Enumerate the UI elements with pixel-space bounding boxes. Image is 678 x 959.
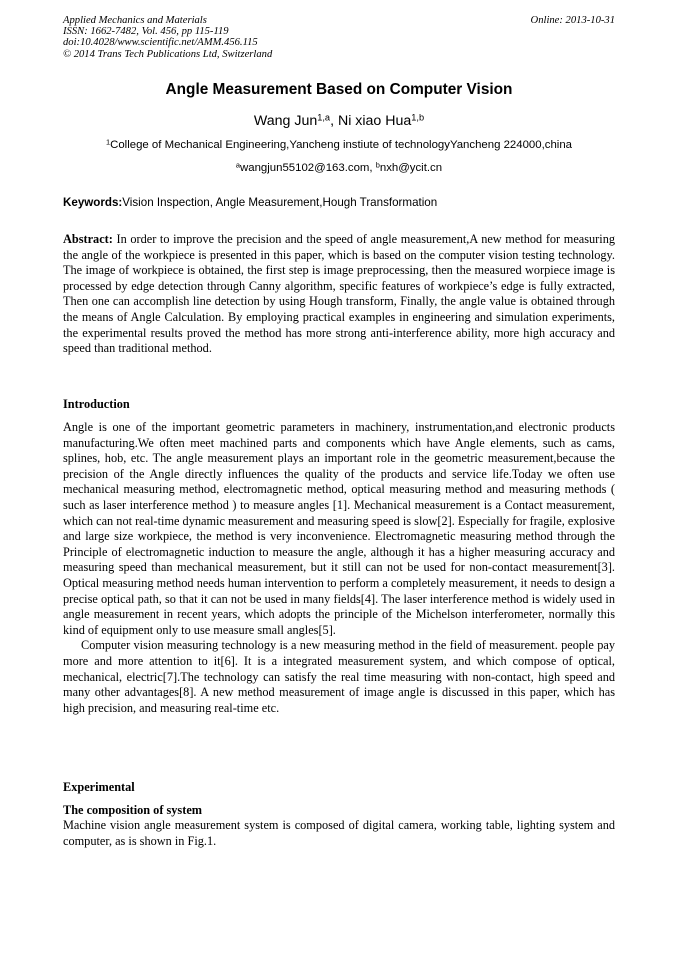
- author-list: [0, 111, 678, 131]
- author-name: Wang Jun: [253, 113, 318, 129]
- subsection-heading-composition: The composition of system: [63, 803, 203, 817]
- email-link[interactable]: nxh@ycit.cn: [379, 162, 443, 174]
- journal-info: [63, 15, 272, 60]
- abstract-label: Abstract:: [63, 232, 113, 246]
- email-link[interactable]: wangjun55102@163.com: [240, 162, 370, 174]
- section-heading-experimental: Experimental: [63, 780, 135, 794]
- paragraph: Angle is one of the important geometric parameters in machinery, instrumentation,and electronic products manufacturing.We often meet machined parts and components which have Angle elements, such as cams, splines, hob, etc. The angle measurement plays an important role in the geometric measurement,because the precision of the Angle directly influences the quality of the products and service life.Today we often use mechanical measuring method, electromagnetic method, optical measuring method and measuring methods ( such as laser interference method ) to measure angles [1]. Mechanical measurement is a Contact measurement, which can not real-time dynamic measurement and measuring speed is slow[2]. Especially for fragile, explosive and large size workpiece, the method is very inconvenience. Electromagnetic measuring method through the Principle of electromagnetic induction to measure the angle, although it has a higher measuring accuracy and measuring speed than mechanical measurement, but it still can not be used for non-contact measurement[3]. Optical measuring method needs human intervention to perform a completely measurement, it needs to design a precise optical path, so that it can not be used in many fields[4]. The laser interference method is widely used in angle measurement in recent years, which adopts the principle of the Michelson interferometer, normally this kind of equipment only to use measure small angles[5].: [63, 420, 615, 637]
- email-separator: ,: [369, 162, 376, 174]
- keywords-text: Vision Inspection, Angle Measurement,Hough Transformation: [122, 196, 438, 209]
- email-mark: a: [235, 160, 241, 170]
- abstract: [63, 232, 615, 357]
- composition-body: [63, 818, 615, 849]
- introduction-body: [63, 420, 615, 716]
- abstract-text: In order to improve the precision and the speed of angle measurement,A new method for measuring the angle of the workpiece is presented in this paper, which is based on the computer vision testing technology. The image of workpiece is obtained, the first step is image preprocessing, then the measured worpiece image is processed by edge detection through Canny algorithm, specific features of workpiece’s edge is fully extracted, Then one can accomplish line detection by using Hough transform, Finally, the angle value is obtained through the means of Angle Calculation. By employing practical examples in engineering and simulation experiments, the experimental results proved the method has more strong anti-interference ability, more high accuracy and speed than traditional method.: [63, 232, 615, 356]
- issn-volume: ISSN: 1662-7482, Vol. 456, pp 115-119: [63, 26, 229, 38]
- keywords: [63, 195, 437, 211]
- author-separator: ,: [330, 113, 338, 129]
- keywords-label: Keywords:: [63, 196, 123, 209]
- author-affiliation-mark: 1,b: [411, 112, 425, 123]
- doi-link[interactable]: doi:10.4028/www.scientific.net/AMM.456.115: [63, 37, 258, 49]
- paper-title: Angle Measurement Based on Computer Vision: [165, 81, 513, 98]
- email-mark: b: [375, 160, 380, 170]
- author-emails: [0, 160, 678, 176]
- section-heading-introduction: Introduction: [63, 397, 130, 411]
- paragraph: Machine vision angle measurement system is composed of digital camera, working table, lighting system and computer, as is shown in Fig.1.: [63, 818, 615, 848]
- journal-name: Applied Mechanics and Materials: [63, 15, 207, 26]
- affiliation: [0, 137, 678, 153]
- author-affiliation-mark: 1,a: [317, 112, 331, 123]
- paragraph: Computer vision measuring technology is a new measuring method in the field of measurement. people pay more and more attention to it[6]. It is a integrated measurement system, and which compose of optical, mechanical, electric[7].The technology can satisfy the real time measuring with non-contact, high speed and many other advantages[8]. A new method measurement of image angle is discussed in this paper, which has high precision, and measuring real-time etc.: [63, 638, 615, 715]
- author-name: Ni xiao Hua: [337, 113, 412, 129]
- online-date: Online: 2013-10-31: [530, 15, 615, 26]
- affiliation-text: College of Mechanical Engineering,Yancheng instiute of technologyYancheng 224000,china: [110, 139, 572, 151]
- affiliation-mark: 1: [106, 137, 111, 147]
- copyright: © 2014 Trans Tech Publications Ltd, Switzerland: [63, 48, 273, 60]
